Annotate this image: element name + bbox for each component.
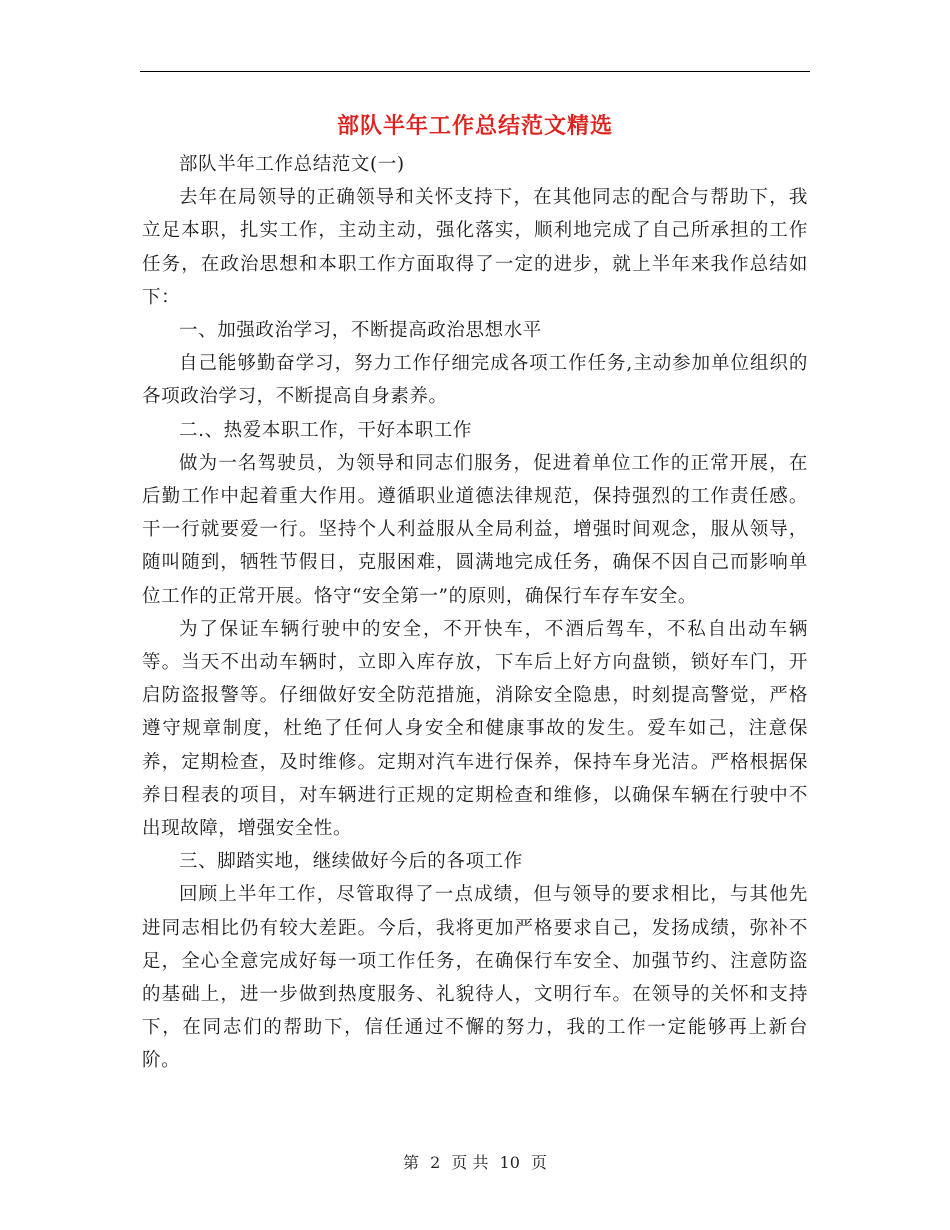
paragraph-subtitle: 部队半年工作总结范文(一) bbox=[179, 154, 405, 175]
page-total: 10 bbox=[499, 1153, 520, 1172]
paragraph: 自己能够勤奋学习，努力工作仔细完成各项工作任务,主动参加单位组织的各项政治学习，不断提高自身素养。 bbox=[142, 353, 808, 408]
section-heading-1: 一、加强政治学习，不断提高政治思想水平 bbox=[179, 320, 542, 342]
header-rule bbox=[140, 71, 810, 72]
footer-suffix: 页 bbox=[531, 1153, 548, 1172]
section-heading-2: 二.、热爱本职工作，干好本职工作 bbox=[179, 419, 472, 441]
document-title: 部队半年工作总结范文精选 bbox=[336, 113, 613, 139]
paragraph: 做为一名驾驶员，为领导和同志们服务，促进着单位工作的正常开展，在后勤工作中起着重大作用。遵循职业道德法律规范，保持强烈的工作责任感。干一行就要爱一行。坚持个人利益服从全局利益，增强时间观念，服从领导，随叫随到，牺牲节假日，克服困难，圆满地完成任务，确保不因自己而影响单位工作的正常开展。恪守“安全第一”的原则，确保行车存车安全。 bbox=[142, 452, 808, 607]
paragraph: 回顾上半年工作，尽管取得了一点成绩，但与领导的要求相比，与其他先进同志相比仍有较大差距。今后，我将更加严格要求自己，发扬成绩，弥补不足，全心全意完成好每一项工作任务，在确保行车安全、加强节约、注意防盗的基础上，进一步做到热度服务、礼貌待人，文明行车。在领导的关怀和支持下，在同志们的帮助下，信任通过不懈的努力，我的工作一定能够再上新台阶。 bbox=[142, 884, 808, 1072]
section-heading-3: 三、脚踏实地，继续做好今后的各项工作 bbox=[179, 851, 523, 873]
footer-middle: 页 共 bbox=[451, 1153, 489, 1172]
footer-prefix: 第 bbox=[402, 1153, 419, 1172]
page-number: 2 bbox=[430, 1153, 441, 1172]
paragraph: 为了保证车辆行驶中的安全，不开快车，不酒后驾车，不私自出动车辆等。当天不出动车辆时，立即入库存放，下车后上好方向盘锁，锁好车门，开启防盗报警等。仔细做好安全防范措施，消除安全隐患，时刻提高警觉，严格遵守规章制度，杜绝了任何人身安全和健康事故的发生。爱车如己，注意保养，定期检查，及时维修。定期对汽车进行保养，保持车身光洁。严格根据保养日程表的项目，对车辆进行正规的定期检查和维修，以确保车辆在行驶中不出现故障，增强安全性。 bbox=[142, 618, 808, 840]
page-footer bbox=[0, 1151, 950, 1175]
document-body bbox=[142, 148, 808, 1078]
paragraph-intro: 去年在局领导的正确领导和关怀支持下，在其他同志的配合与帮助下，我立足本职，扎实工作，主动主动，强化落实，顺利地完成了自己所承担的工作任务，在政治思想和本职工作方面取得了一定的进步，就上半年来我作总结如下： bbox=[142, 187, 808, 308]
